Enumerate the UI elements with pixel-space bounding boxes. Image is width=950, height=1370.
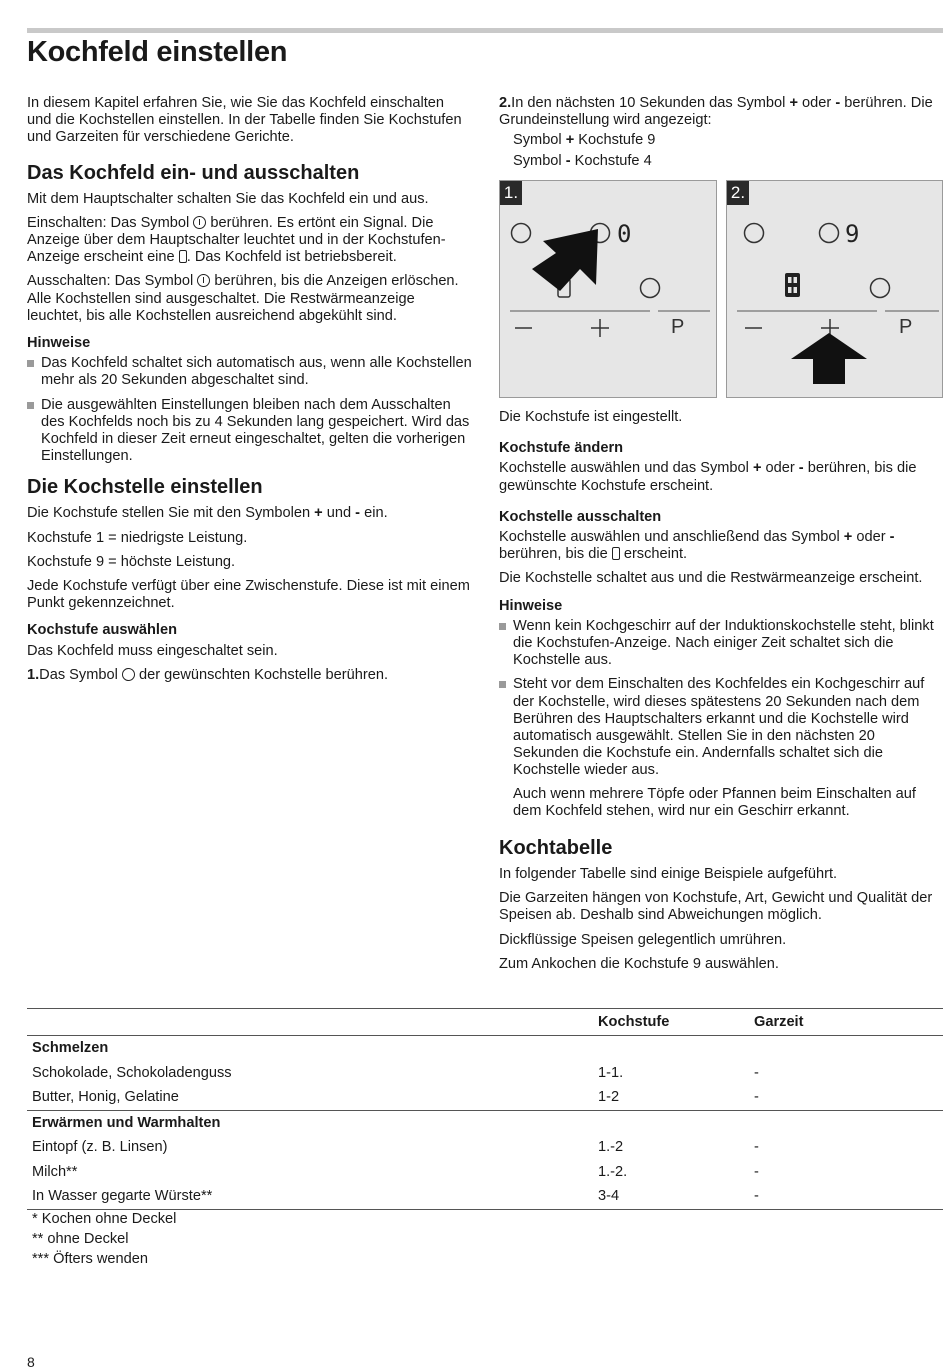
footnotes: [32, 1209, 176, 1269]
zero-digit-icon: [612, 547, 620, 560]
table-intro-2: Die Garzeiten hängen von Kochstufe, Art, Gewicht und Qualität der Speisen ab. Deshalb sind Abweichungen möglich.: [499, 890, 933, 924]
right-column-top: [499, 95, 943, 177]
zone-circle-icon: [122, 668, 135, 681]
change-heading: Kochstufe ändern: [499, 440, 624, 457]
step-1: 1.Das Symbol der gewünschten Kochstelle berühren.: [27, 666, 389, 683]
column-header-time: Garzeit: [754, 1014, 804, 1030]
off-heading: Kochstelle ausschalten: [499, 508, 662, 525]
list-item: Steht vor dem Einschalten des Kochfeldes ein Kochgeschirr auf der Kochstelle, wird dieses spätestens 20 Sekunden nach dem Berühren des Hauptschalters erkannt und die Kochstelle wird automatisch ausgewählt. Stellen Sie in den nächsten 20 Sekunden die Kochstufe ein. Andernfalls schaltet sich die Kochstelle wieder aus.: [499, 676, 943, 779]
table-group-row: Erwärmen und Warmhalten: [27, 1110, 943, 1135]
zero-digit-icon: [179, 250, 187, 263]
footnote: *** Öfters wenden: [32, 1251, 149, 1267]
table-row: Butter, Honig, Gelatine 1-2 -: [32, 1089, 759, 1106]
power-icon: [193, 216, 206, 229]
step-2: 2.In den nächsten 10 Sekunden das Symbol + oder - berühren. Die Grundeinstellung wird angezeigt:: [499, 95, 933, 129]
set-done-text: Die Kochstufe ist eingestellt.: [499, 409, 683, 425]
power-icon: [197, 274, 210, 287]
main-switch-text: Mit dem Hauptschalter schalten Sie das Kochfeld ein und aus.: [27, 190, 429, 207]
column-header-level: Kochstufe: [598, 1014, 670, 1030]
heading-zone: Die Kochstelle einstellen: [27, 476, 263, 499]
notes-list: [499, 618, 943, 780]
list-item: Die ausgewählten Einstellungen bleiben nach dem Ausschalten des Kochfelds noch bis zu 4 Sekunden lang gespeichert. Wird das Kochfeld in dieser Zeit erneut eingeschaltet, gelten die vorherigen Einstellungen.: [27, 397, 472, 466]
heading-on-off: Das Kochfeld ein- und ausschalten: [27, 161, 360, 184]
switch-on-text: Einschalten: Das Symbol berühren. Es ertönt ein Signal. Die Anzeige über dem Hauptschalter leuchtet und in der Kochstufen-Anzeige erscheint eine . Das Kochfeld ist betriebsbereit.: [27, 214, 446, 266]
panel-badge: 2.: [727, 181, 749, 205]
notes-list: [27, 355, 472, 465]
list-item: Das Kochfeld schaltet sich automatisch aus, wenn alle Kochstellen mehr als 20 Sekunden abgeschaltet sind.: [27, 355, 472, 389]
table-row: Schokolade, Schokoladenguss 1-1. -: [32, 1064, 759, 1081]
program-key: P: [899, 316, 913, 338]
list-item: Wenn kein Kochgeschirr auf der Induktionskochstelle steht, blinkt die Kochstufen-Anzeige. Nach einiger Zeit schaltet sich die Kochstelle aus.: [499, 618, 943, 670]
table-group-row: Schmelzen: [32, 1040, 109, 1057]
footnote: ** ohne Deckel: [32, 1231, 129, 1247]
table-intro-1: In folgender Tabelle sind einige Beispiele aufgeführt.: [499, 866, 838, 883]
level-1-text: Kochstufe 1 = niedrigste Leistung.: [27, 529, 248, 546]
symbols-text: Die Kochstufe stellen Sie mit den Symbolen + und - ein.: [27, 505, 388, 522]
notes-extra: Auch wenn mehrere Töpfe oder Pfannen beim Einschalten auf dem Kochfeld stehen, wird nur ein Geschirr erkannt.: [513, 785, 916, 819]
panel-step-2: [726, 180, 943, 398]
intermediate-text: Jede Kochstufe verfügt über eine Zwischenstufe. Diese ist mit einem Punkt gekennzeichnet.: [27, 578, 470, 612]
off-text-2: Die Kochstelle schaltet aus und die Restwärmeanzeige erscheint.: [499, 570, 923, 587]
left-column: [27, 95, 472, 691]
program-key: P: [671, 316, 685, 338]
notes-heading: Hinweise: [27, 335, 91, 352]
table-intro-3: Dickflüssige Speisen gelegentlich umrühren.: [499, 931, 787, 948]
right-column-bottom: [499, 409, 943, 980]
hob-control-illustration: [727, 181, 942, 397]
default-minus: Symbol - Kochstufe 4: [513, 152, 652, 169]
cooking-table: [27, 1008, 943, 1210]
table-header: [27, 1009, 943, 1036]
table-row: Milch** 1.-2. -: [32, 1163, 759, 1180]
switch-off-text: Ausschalten: Das Symbol berühren, bis die Anzeigen erlöschen. Alle Kochstellen sind ausgeschaltet. Die Restwärmeanzeige leuchtet, bis alle Kochstellen ausreichend abgekühlt sind.: [27, 273, 459, 324]
table-row: In Wasser gegarte Würste** 3-4 -: [27, 1184, 943, 1209]
change-text: Kochstelle auswählen und das Symbol + oder - berühren, bis die gewünschte Kochstufe erscheint.: [499, 460, 917, 494]
hob-control-illustration: [500, 181, 716, 397]
footnote: * Kochen ohne Deckel: [32, 1211, 177, 1227]
panel-step-1: [499, 180, 717, 398]
top-rule: [27, 28, 943, 33]
heading-table: Kochtabelle: [499, 837, 613, 860]
page-title: Kochfeld einstellen: [27, 36, 288, 68]
intro-text: In diesem Kapitel erfahren Sie, wie Sie das Kochfeld einschalten und die Kochstellen einstellen. In der Tabelle finden Sie Kochstufen und Garzeiten für verschiedene Gerichte.: [27, 95, 462, 146]
level-9-text: Kochstufe 9 = höchste Leistung.: [27, 553, 236, 570]
panel-badge: 1.: [500, 181, 522, 205]
select-text: Das Kochfeld muss eingeschaltet sein.: [27, 642, 278, 659]
default-plus: Symbol + Kochstufe 9: [513, 132, 656, 149]
page-number: 8: [27, 1354, 35, 1370]
select-heading: Kochstufe auswählen: [27, 622, 178, 639]
table-row: Eintopf (z. B. Linsen) 1.-2 -: [32, 1139, 759, 1156]
off-text: Kochstelle auswählen und anschließend das Symbol + oder - berühren, bis die erscheint.: [499, 529, 895, 563]
level-display: 0: [617, 220, 632, 248]
table-intro-4: Zum Ankochen die Kochstufe 9 auswählen.: [499, 955, 779, 972]
notes-heading: Hinweise: [499, 597, 563, 614]
level-display: 9: [845, 220, 860, 248]
